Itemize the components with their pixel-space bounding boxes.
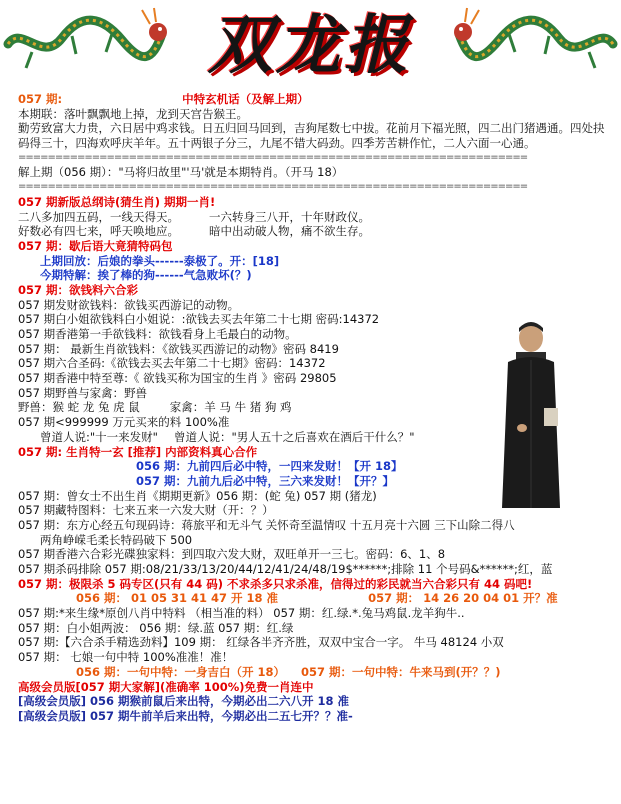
- text-line: 057 期香港六合彩光碟独家料：到四取六发大财，双旺单开一三七。密码：6、1、8: [18, 547, 446, 562]
- page-title: 双龙报: [208, 8, 412, 83]
- text-line: 057 期六合圣码:《欲钱去买去年第二十七期》密码：14372: [18, 356, 326, 371]
- dragon-left-icon: [2, 4, 167, 82]
- divider: =====================================================================: [18, 151, 528, 163]
- poem-line: 暗中出动破人物，痛不欲生存。: [209, 224, 370, 239]
- section-title: 057 期: 生肖特一玄 [推荐] 内部资料真心合作: [18, 444, 258, 459]
- text-line: 057 期白小姐欲钱料白小姐说：:欲钱去买去年第二十七期 密码:14372: [18, 312, 380, 327]
- text-line: 057 期：白小姐两波： 056 期：绿.蓝 057 期：红.绿: [18, 620, 294, 635]
- text-line: 057 期：东方心经五句现码诗：蒋旅平和无斗气 关怀奇至温情叹 十五月亮十六圆 三下山除二得八: [18, 517, 515, 532]
- text-line: [高级会员版] 057 期牛前羊后来出特，今期必出二五七开？？准-: [18, 708, 353, 723]
- section-title: 高级会员版[057 期大家解](准确率 100%)免费一肖连中: [18, 679, 314, 694]
- text-line: 057 期:【六合杀手精选劲料】109 期： 红绿各半齐齐胜，双双中宝合一字。 牛马 48124 小双: [18, 635, 504, 650]
- poem-line: 一六转身三八开，十年财政仪。: [209, 209, 370, 224]
- page-header: [0, 0, 621, 92]
- poem-line: 二八多加四五码，一线天得天。: [18, 209, 179, 224]
- poem-line: 好数必有四七来，呼天唤地应。: [18, 224, 179, 239]
- text-line: 056 期： 01 05 31 41 47 开 18 准: [76, 591, 279, 606]
- text-line: 057 期藏特图料：七来五来一六发大财（开：？）: [18, 503, 274, 518]
- text-line: 057 期野兽与家禽：野兽: [18, 385, 148, 400]
- text-line: 上期回放：后娘的拳头------泰极了。开：[18]: [40, 253, 280, 268]
- text-line: 野兽：猴 蛇 龙 兔 虎 鼠: [18, 400, 140, 415]
- text-line: 057 期： 14 26 20 04 01 开？准: [368, 591, 558, 606]
- text-paragraph: 勤劳致富大力贵，六日居中鸡求钱。日五归回马回到，吉狗尾数七中拔。花前月下福光照，四二出门猪遇通。四处抉码得三十，四海欢呼庆羊年。五十两银子分三，九尾不错大码劲。四季芳苦耕作忙，二人六面一心通。: [18, 121, 605, 151]
- period-label: 057 期:: [18, 92, 63, 106]
- text-line: 057 期发财欲钱料：欲钱买西游记的动物。: [18, 297, 240, 312]
- section-title: 057 期新版总纲诗(猜生肖) 期期一肖!: [18, 194, 216, 209]
- text-line: 056 期：九前四后必中特，一四来发财！【开 18】: [136, 459, 403, 474]
- text-line: 057 期： 七娘一句中特 100%准准！准！: [18, 650, 234, 665]
- text-line: 曾道人说："男人五十之后喜欢在酒后干什么？": [173, 429, 415, 444]
- text-line: 057 期香港中特至尊:《 欲钱买称为国宝的生肖 》密码 29805: [18, 371, 337, 386]
- text-line: 本期联：落叶飘飘地上掉，龙到天宫告猴王。: [18, 106, 248, 121]
- text-line: 今期特解：挨了棒的狗------气急败坏(？): [40, 268, 252, 283]
- section-title: 057 期：极限杀 5 码专区(只有 44 码) 不求杀多只求杀准，信得过的彩民就当六合彩只有 44 码吧!: [18, 576, 533, 591]
- dragon-right-icon: [454, 4, 619, 82]
- section-title: 中特玄机话（及解上期）: [182, 92, 309, 106]
- text-line: 解上期（056 期）："马将归故里"'马'就是本期特肖。（开马 18）: [18, 165, 344, 180]
- section-title: 057 期：歇后语大竟猜特码包: [18, 238, 173, 253]
- text-line: 两角峥嵘毛柔长特码破下 500: [40, 532, 193, 547]
- text-line: 057 期<999999 万元买来的料 100%准: [18, 415, 230, 430]
- text-line: 056 期：一句中特：一身吉白（开 18）: [76, 664, 286, 679]
- text-line: 057 期：曾女士不出生肖《期期更新》056 期：(蛇 兔) 057 期 (猪龙): [18, 488, 377, 503]
- section-title: 057 期：欲钱料六合彩: [18, 282, 139, 297]
- text-line: 057 期:*来生缘*原创八肖中特料 （相当准的料） 057 期：红.绿.*.兔马鸡鼠.龙羊狗牛..: [18, 606, 465, 621]
- divider: =====================================================================: [18, 181, 528, 193]
- text-line: 057 期：九前九后必中特，三六来发财！【开？】: [136, 473, 395, 488]
- text-line: 057 期杀码排除 057 期:08/21/33/13/20/44/12/41/24/48/19$******;排除 11 个号码&******;红，蓝: [18, 562, 553, 577]
- article-body: [18, 92, 608, 724]
- text-line: 057 期香港第一手欲钱料：欲钱看身上毛最白的动物。: [18, 327, 297, 342]
- text-line: 057 期：一句中特：牛来马到(开？？): [301, 664, 501, 679]
- text-line: 曾道人说:"十一来发财": [40, 429, 158, 444]
- text-line: [高级会员版] 056 期猴前鼠后来出特，今期必出二六八开 18 准: [18, 694, 350, 709]
- text-line: 057 期： 最新生肖欲钱料：《欲钱买西游记的动物》密码 8419: [18, 341, 339, 356]
- text-line: 家禽：羊 马 牛 猪 狗 鸡: [169, 400, 292, 415]
